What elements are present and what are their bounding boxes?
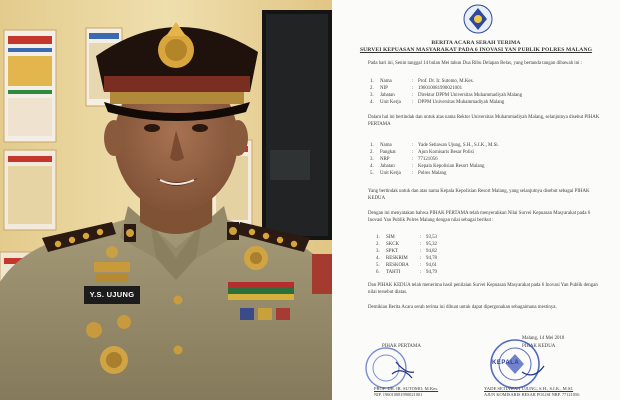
place-date: Malang, 14 Mei 2018 bbox=[522, 336, 565, 341]
row-colon: : bbox=[412, 100, 414, 105]
right-signer-name: YADE SETIAWAN UJUNG, S.H., S.I.K., M.SI. bbox=[484, 386, 574, 391]
row-value: Direktur DPPM Universitas Muhammadiyah Malang bbox=[418, 93, 523, 98]
row-label: Unit Kerja bbox=[380, 100, 401, 105]
row-colon: : bbox=[412, 150, 414, 155]
score-row bbox=[376, 269, 437, 276]
score-row bbox=[376, 262, 437, 269]
row-number: 3. bbox=[376, 249, 380, 254]
row-label: NIP bbox=[380, 86, 388, 91]
row-number: 4. bbox=[376, 256, 380, 261]
row-colon: : bbox=[412, 93, 414, 98]
row-label: Nama bbox=[380, 143, 392, 148]
row-label: Unit Kerja bbox=[380, 171, 401, 176]
row-number: 2. bbox=[370, 150, 374, 155]
row-number: 5. bbox=[376, 263, 380, 268]
row-value: Ajun Komisaris Besar Polisi bbox=[418, 150, 474, 155]
party-row bbox=[370, 149, 474, 156]
document-title: BERITA ACARA SERAH TERIMA bbox=[431, 40, 521, 46]
row-value: Yade Setiawan Ujung, S.H., S.I.K., M.Si. bbox=[418, 143, 499, 148]
row-number: 5. bbox=[370, 171, 374, 176]
party-row bbox=[370, 156, 438, 163]
row-label: Jabatan bbox=[380, 93, 395, 98]
row-value: Prof. Dr. Ir. Sutomo, M.Kes. bbox=[418, 79, 474, 84]
score-row bbox=[376, 248, 437, 255]
tv-screen bbox=[262, 10, 332, 240]
score-label: SPKT bbox=[386, 249, 398, 254]
row-colon: : bbox=[420, 242, 422, 247]
row-number: 1. bbox=[370, 79, 374, 84]
row-label: NRP bbox=[380, 157, 390, 162]
row-number: 1. bbox=[370, 143, 374, 148]
row-label: Jabatan bbox=[380, 164, 395, 169]
score-row bbox=[376, 234, 437, 241]
name-tag-text: Y.S. UJUNG bbox=[89, 290, 135, 299]
score-label: SKCK bbox=[386, 242, 400, 247]
row-number: 3. bbox=[370, 93, 374, 98]
acceptance-paragraph: Dan PIHAK KEDUA telah menerima hasil penilaian Survei Kepuasan Masyarakat pada 6 Inovasi Yan Publik dengan nilai tersebut diatas. bbox=[368, 283, 598, 295]
left-signer-name: PROF. DR. IR. SUTOMO, M.Kes. bbox=[374, 386, 439, 391]
score-label: RESKRIM bbox=[386, 256, 408, 261]
score-row bbox=[376, 241, 437, 248]
party-row bbox=[370, 142, 499, 149]
row-number: 6. bbox=[376, 270, 380, 275]
row-label: Nama bbox=[380, 79, 392, 84]
row-value: 196010081990021001 bbox=[418, 86, 463, 91]
score-label: SIM bbox=[386, 235, 395, 240]
row-colon: : bbox=[420, 249, 422, 254]
row-value: 77121056 bbox=[418, 157, 438, 162]
row-colon: : bbox=[412, 164, 414, 169]
left-signer-nip: NIP. 196010081990021001 bbox=[374, 392, 423, 397]
row-number: 4. bbox=[370, 100, 374, 105]
score-value: 94,79 bbox=[426, 270, 438, 275]
row-value: DPPM Universitas Muhammadiyah Malang bbox=[418, 100, 505, 105]
row-colon: : bbox=[420, 235, 422, 240]
row-colon: : bbox=[412, 157, 414, 162]
score-label: TAHTI bbox=[386, 270, 401, 275]
handover-document bbox=[332, 0, 620, 400]
right-signer-nip: AJUN KOMISARIS BESAR POLISI NRP. 77121056 bbox=[484, 392, 580, 397]
party-row bbox=[370, 170, 446, 177]
score-value: 94,61 bbox=[426, 263, 438, 268]
row-number: 2. bbox=[370, 86, 374, 91]
right-signer-label: PIHAK KEDUA bbox=[522, 344, 556, 349]
row-colon: : bbox=[412, 171, 414, 176]
university-logo-icon bbox=[463, 4, 493, 34]
closing-paragraph: Demikian Berita Acara serah terima ini dibuat untuk dapat dipergunakan sebagaimana mestinya. bbox=[368, 305, 557, 310]
second-party-note: Yang bertindak untuk dan atas nama Kepala Kepolisian Resort Malang, yang selanjutnya disebut sebagai PIHAK KEDUA bbox=[368, 189, 590, 201]
score-value: 94,82 bbox=[426, 249, 438, 254]
row-number: 2. bbox=[376, 242, 380, 247]
party-row bbox=[370, 78, 474, 85]
row-colon: : bbox=[412, 143, 414, 148]
row-colon: : bbox=[420, 263, 422, 268]
row-number: 4. bbox=[370, 164, 374, 169]
intro-paragraph: Pada hari ini, Senin tanggal 14 bulan Mei tahun Dua Ribu Delapan Belas, yang bertanda tangan dibawah ini : bbox=[368, 61, 583, 66]
handover-paragraph: Dengan ini menyatakan bahwa PIHAK PERTAMA telah menyerahkan Nilai Survei Kepuasan Masyarakat pada 6 Inovasi Yan Publik Polres Malang dengan nilai sebagai berikut : bbox=[368, 211, 591, 223]
score-label: RESKOBA bbox=[386, 263, 409, 268]
document-subtitle: SURVEI KEPUASAN MASYARAKAT PADA 6 INOVASI YAN PUBLIK POLRES MALANG bbox=[359, 47, 593, 53]
score-value: 94,78 bbox=[426, 256, 438, 261]
party-row bbox=[370, 163, 484, 170]
party-row bbox=[370, 99, 504, 106]
university-stamp-icon bbox=[362, 344, 416, 390]
stamp-word: KEPALA bbox=[492, 360, 520, 366]
score-value: 93,53 bbox=[426, 235, 438, 240]
row-label: Pangkat bbox=[380, 150, 396, 155]
row-colon: : bbox=[420, 256, 422, 261]
score-row bbox=[376, 255, 437, 262]
row-colon: : bbox=[412, 79, 414, 84]
score-value: 95,32 bbox=[426, 242, 438, 247]
row-number: 3. bbox=[370, 157, 374, 162]
row-number: 1. bbox=[376, 235, 380, 240]
row-value: Kepala Kepolisian Resort Malang bbox=[418, 164, 485, 169]
row-value: Polres Malang bbox=[418, 171, 447, 176]
left-signer-label: PIHAK PERTAMA bbox=[382, 344, 421, 349]
party-row bbox=[370, 85, 462, 92]
first-party-note: Dalam hal ini bertindak dan untuk atas nama Rektor Universitas Muhammadiyah Malang, selanjutnya disebut PIHAK PERTAMA bbox=[368, 115, 600, 127]
row-colon: : bbox=[420, 270, 422, 275]
row-colon: : bbox=[412, 86, 414, 91]
party-row bbox=[370, 92, 522, 99]
